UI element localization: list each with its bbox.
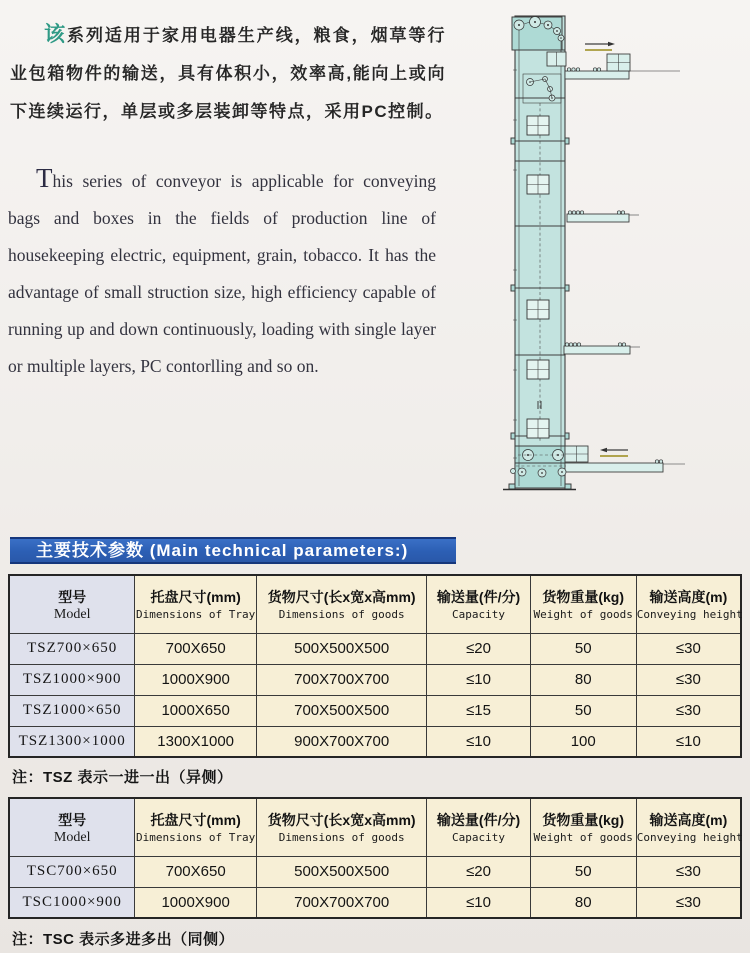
header-conveying-height: 输送高度(m) Conveying height <box>636 798 741 856</box>
capacity-cell: ≤10 <box>427 887 530 918</box>
table-row <box>9 664 741 695</box>
weight-cell: 50 <box>530 633 636 664</box>
model-cell: TSZ1000×900 <box>9 664 135 695</box>
capacity-cell: ≤20 <box>427 633 530 664</box>
goods-box-top <box>607 54 630 71</box>
model-cell: TSZ700×650 <box>9 633 135 664</box>
platform-mid-lower <box>564 343 630 354</box>
goods-size-cell: 700X700X700 <box>256 664 427 695</box>
goods-size-cell: 900X700X700 <box>256 726 427 757</box>
platform-mid-upper <box>567 211 629 222</box>
header-goods-dimensions: 货物尺寸(长x宽x高mm) Dimensions of goods <box>256 575 427 633</box>
weight-cell: 80 <box>530 664 636 695</box>
header-model: 型号 Model <box>9 575 135 633</box>
height-cell: ≤30 <box>636 887 741 918</box>
capacity-cell: ≤10 <box>427 726 530 757</box>
table1-note: 注：TSZ 表示一进一出（异侧） <box>12 769 233 786</box>
capacity-cell: ≤10 <box>427 664 530 695</box>
height-cell: ≤30 <box>636 633 741 664</box>
tray-size-cell: 1000X900 <box>135 887 257 918</box>
table-header-row <box>9 575 741 633</box>
goods-size-cell: 500X500X500 <box>256 633 427 664</box>
intro-zh-text: 系列适用于家用电器生产线，粮食，烟草等行业包箱物件的输送，具有体积小，效率高,能向上或向下连续运行，单层或多层装卸等特点，采用PC控制。 <box>10 26 447 121</box>
intro-paragraph-zh <box>10 16 446 131</box>
weight-cell: 80 <box>530 887 636 918</box>
intro-paragraph-en <box>8 160 436 385</box>
header-tray-dimensions: 托盘尺寸(mm) Dimensions of Tray <box>135 798 257 856</box>
tray-size-cell: 1000X900 <box>135 664 257 695</box>
window <box>527 360 549 379</box>
height-cell: ≤30 <box>636 856 741 887</box>
header-goods-weight: 货物重量(kg) Weight of goods <box>530 798 636 856</box>
intro-en-text: his series of conveyor is applicable for conveying bags and boxes in the fields of production line of housekeeping electric, equipment, grain, tobacco. It has the advantage of small struction size, high efficiency capable of running up and down continuously, loading with single layer or multiple layers, PC contorlling and so on. <box>8 171 436 376</box>
model-cell: TSZ1300×1000 <box>9 726 135 757</box>
section-title-bar <box>10 537 456 564</box>
window <box>527 419 549 438</box>
weight-cell: 100 <box>530 726 636 757</box>
table-row <box>9 695 741 726</box>
tray-size-cell: 1300X1000 <box>135 726 257 757</box>
guide-lines <box>629 71 685 464</box>
tray-size-cell: 1000X650 <box>135 695 257 726</box>
section-title: 主要技术参数 (Main technical parameters:) <box>36 541 409 560</box>
drop-cap-en: T <box>36 163 53 193</box>
table2-note: 注：TSC 表示多进多出（同侧） <box>12 931 235 948</box>
goods-size-cell: 700X500X500 <box>256 695 427 726</box>
header-tray-dimensions: 托盘尺寸(mm) Dimensions of Tray <box>135 575 257 633</box>
conveyor-drawing-svg <box>488 8 693 500</box>
header-capacity: 输送量(件/分) Capacity <box>427 575 530 633</box>
goods-box-bottom <box>565 446 588 462</box>
header-goods-weight: 货物重量(kg) Weight of goods <box>530 575 636 633</box>
window <box>527 300 549 319</box>
capacity-cell: ≤20 <box>427 856 530 887</box>
model-cell: TSC700×650 <box>9 856 135 887</box>
height-cell: ≤10 <box>636 726 741 757</box>
spec-table-tsc <box>8 797 742 919</box>
spec-table-tsz <box>8 574 742 758</box>
flow-arrows-top <box>585 42 615 50</box>
header-capacity: 输送量(件/分) Capacity <box>427 798 530 856</box>
conveyor-technical-drawing <box>488 8 693 500</box>
goods-size-cell: 500X500X500 <box>256 856 427 887</box>
header-model: 型号 Model <box>9 798 135 856</box>
window <box>527 116 549 135</box>
header-goods-dimensions: 货物尺寸(长x宽x高mm) Dimensions of goods <box>256 798 427 856</box>
weight-cell: 50 <box>530 695 636 726</box>
capacity-cell: ≤15 <box>427 695 530 726</box>
table-row <box>9 633 741 664</box>
model-cell: TSZ1000×650 <box>9 695 135 726</box>
header-conveying-height: 输送高度(m) Conveying height <box>636 575 741 633</box>
table-row <box>9 726 741 757</box>
tray-size-cell: 700X650 <box>135 856 257 887</box>
table-header-row <box>9 798 741 856</box>
weight-cell: 50 <box>530 856 636 887</box>
tray-size-cell: 700X650 <box>135 633 257 664</box>
height-cell: ≤30 <box>636 695 741 726</box>
goods-size-cell: 700X700X700 <box>256 887 427 918</box>
model-cell: TSC1000×900 <box>9 887 135 918</box>
table-row <box>9 887 741 918</box>
table-row <box>9 856 741 887</box>
drop-cap-zh: 该 <box>44 23 67 46</box>
window <box>527 175 549 194</box>
flow-arrows-bottom <box>600 448 628 456</box>
height-cell: ≤30 <box>636 664 741 695</box>
tower-body <box>511 16 569 488</box>
